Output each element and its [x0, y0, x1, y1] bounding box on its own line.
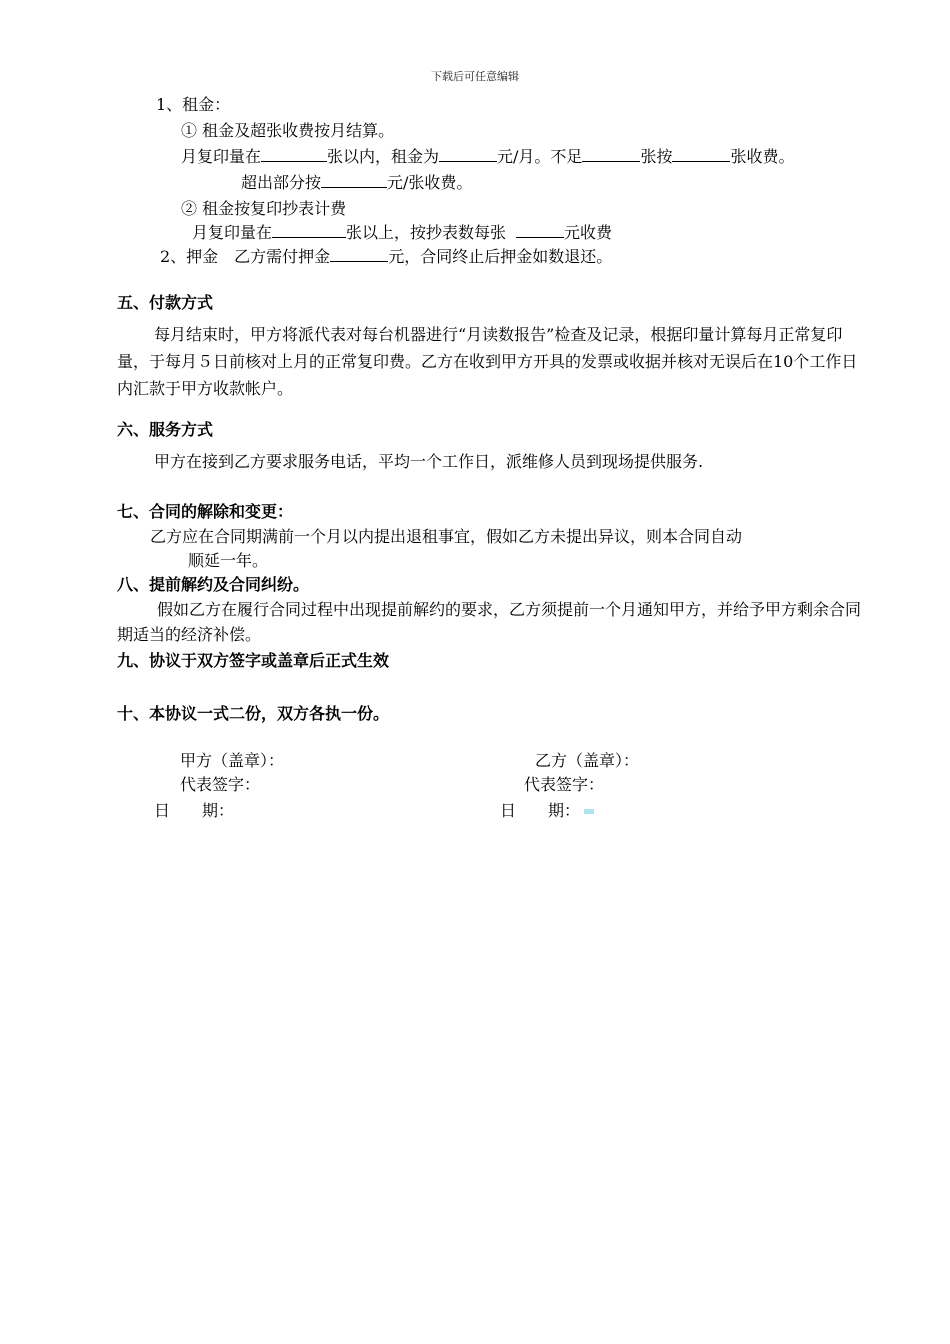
blank-meter-volume[interactable]: [272, 221, 346, 238]
party-b-date-label: 日 期：: [500, 801, 581, 820]
section-change-body-line-2: 顺延一年。: [188, 551, 269, 570]
blank-minimum-volume[interactable]: [582, 145, 640, 162]
page-header-note: 下载后可任意编辑: [431, 70, 519, 83]
rent-option-1-line-2: [241, 170, 472, 196]
party-a-date-label: 日 期：: [154, 801, 235, 820]
rent-title: 1、租金：: [156, 95, 231, 114]
section-service-body: 甲方在接到乙方要求服务电话，平均一个工作日，派维修人员到现场提供服务.: [154, 452, 704, 471]
text-segment: 张收费。: [730, 147, 795, 166]
section-payment-body: 每月结束时，甲方将派代表对每台机器进行“月读数报告”检查及记录，根据印量计算每月正常复印量，于每月５日前核对上月的正常复印费。乙方在收到甲方开具的发票或收据并核对无误后在10个工作日内汇款于甲方收款帐户。: [117, 325, 858, 398]
text-segment: 月复印量在: [181, 147, 262, 166]
text-segment: 张以内，租金为: [327, 147, 440, 166]
blank-meter-price[interactable]: [516, 221, 564, 238]
rent-option-2-line: [192, 220, 612, 246]
section-early-body: 假如乙方在履行合同过程中出现提前解约的要求，乙方须提前一个月通知甲方，并给予甲方剩余合同期适当的经济补偿。: [117, 600, 862, 644]
date-placeholder-marker: [584, 809, 594, 814]
section-change-title: 七、合同的解除和变更：: [117, 502, 294, 521]
party-b-seal-label: 乙方（盖章）：: [535, 751, 640, 770]
section-early-title: 八、提前解约及合同纠纷。: [117, 575, 310, 594]
text-segment: 元，合同终止后押金如数退还。: [388, 247, 613, 266]
text-segment: 2、押金 乙方需付押金: [160, 247, 331, 266]
text-segment: 元收费: [564, 223, 613, 242]
blank-monthly-volume[interactable]: [261, 145, 327, 162]
deposit-line: [160, 244, 612, 270]
blank-charged-volume[interactable]: [672, 145, 730, 162]
section-change-body-line-1: 乙方应在合同期满前一个月以内提出退租事宜，假如乙方未提出异议，则本合同自动: [150, 527, 743, 546]
text-segment: 月复印量在: [192, 223, 273, 242]
party-a-rep-label: 代表签字：: [180, 775, 261, 794]
text-segment: 超出部分按: [241, 173, 322, 192]
rent-option-1-line-1: [181, 144, 794, 170]
section-payment-title: 五、付款方式: [117, 293, 214, 312]
party-b-rep-label: 代表签字：: [524, 775, 605, 794]
party-a-seal-label: 甲方（盖章）：: [180, 751, 285, 770]
rent-option-2-title: ② 租金按复印抄表计费: [181, 199, 347, 218]
party-b-date-row: [500, 798, 594, 824]
text-segment: 元/张收费。: [387, 173, 473, 192]
text-segment: 元/月。不足: [497, 147, 583, 166]
section-effect-title: 九、协议于双方签字或盖章后正式生效: [117, 651, 390, 670]
text-segment: 张按: [640, 147, 673, 166]
rent-option-1-title: ① 租金及超张收费按月结算。: [181, 121, 395, 140]
section-copies-title: 十、本协议一式二份，双方各执一份。: [117, 704, 390, 723]
blank-deposit-amount[interactable]: [330, 245, 388, 262]
section-service-title: 六、服务方式: [117, 420, 214, 439]
blank-rent-amount[interactable]: [439, 145, 497, 162]
blank-excess-price[interactable]: [321, 171, 387, 188]
text-segment: 张以上，按抄表数每张: [346, 223, 507, 242]
